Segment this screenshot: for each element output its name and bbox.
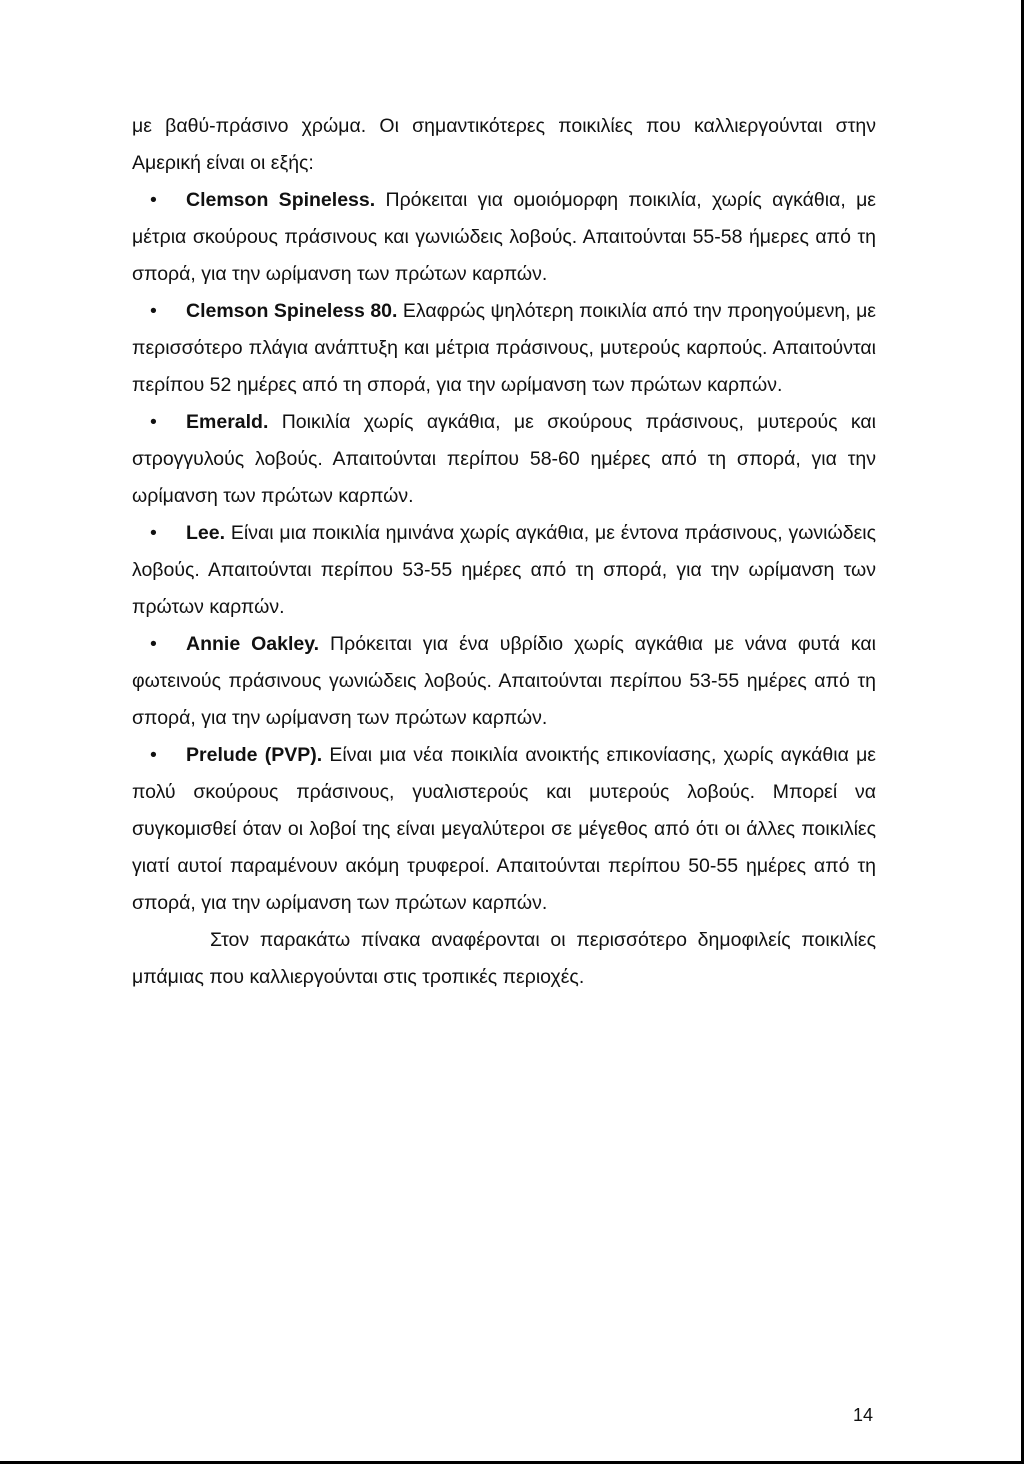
variety-description: Πρόκειται για ένα υβρίδιο χωρίς αγκάθια με νάνα φυτά και φωτεινούς πράσινους γωνιώδεις λοβούς. Απαιτούνται περίπου 53-55 ημέρες από τη σπορά, για την ωρίμανση των πρώτων καρπών. [132,633,876,729]
bullet-icon: • [150,633,157,655]
variety-description: Πρόκειται για ομοιόμορφη ποικιλία, χωρίς αγκάθια, με μέτρια σκούρους πράσινους και γωνιώδεις λοβούς. Απαιτούνται 55-58 ήμερες από τη σπορά, για την ωρίμανση των πρώτων καρπών. [132,189,877,285]
variety-name: Lee. [186,522,226,544]
page-number: 14 [853,1405,874,1425]
variety-item [132,182,876,293]
variety-description: Ποικιλία χωρίς αγκάθια, με σκούρους πράσινους, μυτερούς και στρογγυλούς λοβούς. Απαιτούνται περίπου 58-60 ημέρες από τη σπορά, για την ωρίμανση των πρώτων καρπών. [132,411,876,507]
variety-name: Clemson Spineless. [186,189,376,211]
variety-description: Είναι μια ποικιλία ημινάνα χωρίς αγκάθια, με έντονα πράσινους, γωνιώδεις λοβούς. Απαιτούνται περίπου 53-55 ημέρες από τη σπορά, για την ωρίμανση των πρώτων καρπών. [132,522,876,618]
bullet-icon: • [150,411,157,433]
bullet-icon: • [150,744,157,766]
closing-paragraph: Στον παρακάτω πίνακα αναφέρονται οι περισσότερο δημοφιλείς ποικιλίες μπάμιας που καλλιεργούνται στις τροπικές περιοχές. [132,929,876,988]
variety-item [132,515,876,626]
variety-item [132,404,876,515]
variety-description: Ελαφρώς ψηλότερη ποικιλία από την προηγούμενη, με περισσότερο πλάγια ανάπτυξη και μέτρια πράσινους, μυτερούς καρπούς. Απαιτούνται περίπου 52 ημέρες από τη σπορά, για την ωρίμανση των πρώτων καρπών. [132,300,876,396]
page-body [132,108,876,996]
variety-name: Annie Oakley. [186,633,320,655]
variety-name: Clemson Spineless 80. [186,300,398,322]
bullet-icon: • [150,189,157,211]
variety-item [132,293,876,404]
bullet-icon: • [150,300,157,322]
variety-name: Emerald. [186,411,269,433]
intro-paragraph: με βαθύ-πράσινο χρώμα. Οι σημαντικότερες ποικιλίες που καλλιεργούνται στην Αμερική είναι οι εξής: [132,115,876,174]
variety-item [132,626,876,737]
variety-name: Prelude (PVP). [186,744,323,766]
bullet-icon: • [150,522,157,544]
variety-description: Είναι μια νέα ποικιλία ανοικτής επικονίασης, χωρίς αγκάθια με πολύ σκούρους πράσινους, γυαλιστερούς και μυτερούς λοβούς. Μπορεί να συγκομισθεί όταν οι λοβοί της είναι μεγαλύτεροι σε μέγεθος από ότι οι άλλες ποικιλίες γιατί αυτοί παραμένουν ακόμη τρυφεροί. Απαιτούνται περίπου 50-55 ημέρες από τη σπορά, για την ωρίμανση των πρώτων καρπών. [132,744,876,914]
variety-item [132,737,876,922]
